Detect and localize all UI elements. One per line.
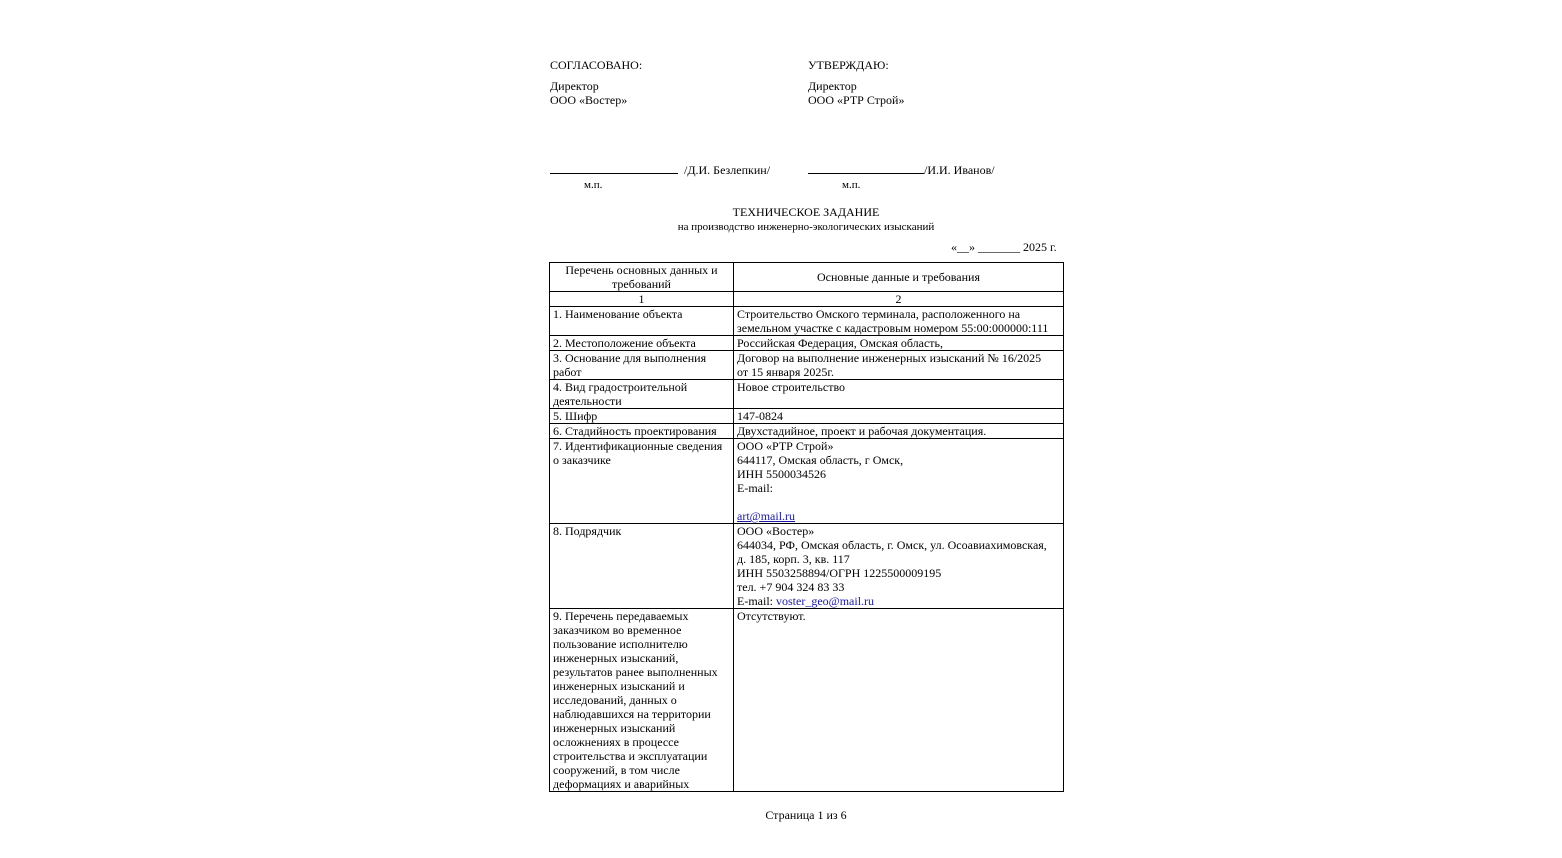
contractor-email-prefix: E-mail: xyxy=(737,594,773,608)
row-value-line: E-mail: xyxy=(737,481,773,495)
customer-email-link[interactable]: art@mail.ru xyxy=(737,509,796,523)
row-value xyxy=(734,439,1064,524)
row-value xyxy=(734,524,1064,609)
row-value xyxy=(734,351,1064,380)
row-value-line: Строительство Омского терминала, расположенного на xyxy=(737,307,1021,321)
approval-left-org: ООО «Востер» xyxy=(550,93,628,107)
approval-left-heading: СОГЛАСОВАНО: xyxy=(550,58,643,72)
signature-line xyxy=(808,163,924,174)
document-subtitle: на производство инженерно-экологических изысканий xyxy=(677,221,935,233)
row-label xyxy=(550,609,734,792)
table-row xyxy=(550,307,1064,336)
approval-right-org: ООО «РТР Строй» xyxy=(808,93,905,107)
approval-left-stamp: м.п. xyxy=(584,179,603,191)
approval-left-signature xyxy=(550,163,770,177)
approval-right-signature xyxy=(808,163,995,177)
row-value-line: 644034, РФ, Омская область, г. Омск, ул. Осоавиахимовская, xyxy=(737,538,1047,552)
row-label-text: 9. Перечень передаваемых заказчиком во временное пользование исполнителю инженерных изысканий, результатов ранее выполненных инженерных изысканий и исследований, данных о наблюдавшихся на территории инженерных изысканий осложнениях в процессе строительства и эксплуатации сооружений, в том числе деформациях и аварийных xyxy=(553,609,718,791)
row-value: Отсутствуют. xyxy=(734,609,1064,792)
table-number-row xyxy=(550,292,1064,307)
row-value-line: д. 185, корп. 3, кв. 117 xyxy=(737,552,850,566)
signature-line xyxy=(550,163,678,174)
column-number-2: 2 xyxy=(734,292,1064,307)
table-row xyxy=(550,351,1064,380)
table-row xyxy=(550,524,1064,609)
row-value: Новое строительство xyxy=(734,380,1064,409)
table-row xyxy=(550,409,1064,424)
page-number: Страница 1 из 6 xyxy=(765,808,847,822)
row-value-line: ИНН 5503258894/ОГРН 1225500009195 xyxy=(737,566,942,580)
table-row xyxy=(550,336,1064,351)
approval-right-signer: /И.И. Иванов/ xyxy=(924,163,995,177)
approval-left-position: Директор xyxy=(550,79,599,93)
column-number-1: 1 xyxy=(550,292,734,307)
contractor-email-link[interactable]: voster_geo@mail.ru xyxy=(776,594,875,608)
row-label: 7. Идентификационные сведения о заказчике xyxy=(550,439,734,524)
approval-right-stamp: м.п. xyxy=(842,179,861,191)
header-col1: Перечень основных данных и требований xyxy=(550,263,734,292)
row-value-line: ИНН 5500034526 xyxy=(737,467,826,481)
header-col2: Основные данные и требования xyxy=(734,263,1064,292)
row-label: 6. Стадийность проектирования xyxy=(550,424,734,439)
blank-line xyxy=(737,495,1060,509)
document-date: «__» _______ 2025 г. xyxy=(951,240,1057,254)
approval-right-position: Директор xyxy=(808,79,857,93)
row-label: 3. Основание для выполнения работ xyxy=(550,351,734,380)
row-label: 4. Вид градостроительной деятельности xyxy=(550,380,734,409)
table-row xyxy=(550,609,1064,792)
row-label: 5. Шифр xyxy=(550,409,734,424)
row-value: Российская Федерация, Омская область, xyxy=(734,336,1064,351)
row-label: 2. Местоположение объекта xyxy=(550,336,734,351)
table-row xyxy=(550,439,1064,524)
row-value-line: земельном участке с кадастровым номером 55:00:000000:111 xyxy=(737,321,1049,335)
document-title: ТЕХНИЧЕСКОЕ ЗАДАНИЕ xyxy=(732,205,880,219)
row-value xyxy=(734,307,1064,336)
row-value: 147-0824 xyxy=(734,409,1064,424)
row-value-line: 644117, Омская область, г Омск, xyxy=(737,453,904,467)
table-row xyxy=(550,424,1064,439)
row-value-line: Договор на выполнение инженерных изысканий № 16/2025 xyxy=(737,351,1042,365)
row-label: 8. Подрядчик xyxy=(550,524,734,609)
row-value-line: тел. +7 904 324 83 33 xyxy=(737,580,845,594)
approval-left-signer: /Д.И. Безлепкин/ xyxy=(684,163,771,177)
row-value-line: ООО «Востер» xyxy=(737,524,815,538)
table-row xyxy=(550,380,1064,409)
requirements-table xyxy=(549,262,1064,792)
table-header-row xyxy=(550,263,1064,292)
approval-right-heading: УТВЕРЖДАЮ: xyxy=(808,58,889,72)
row-value-line: ООО «РТР Строй» xyxy=(737,439,834,453)
row-value-line: от 15 января 2025г. xyxy=(737,365,834,379)
row-value: Двухстадийное, проект и рабочая документация. xyxy=(734,424,1064,439)
row-label: 1. Наименование объекта xyxy=(550,307,734,336)
